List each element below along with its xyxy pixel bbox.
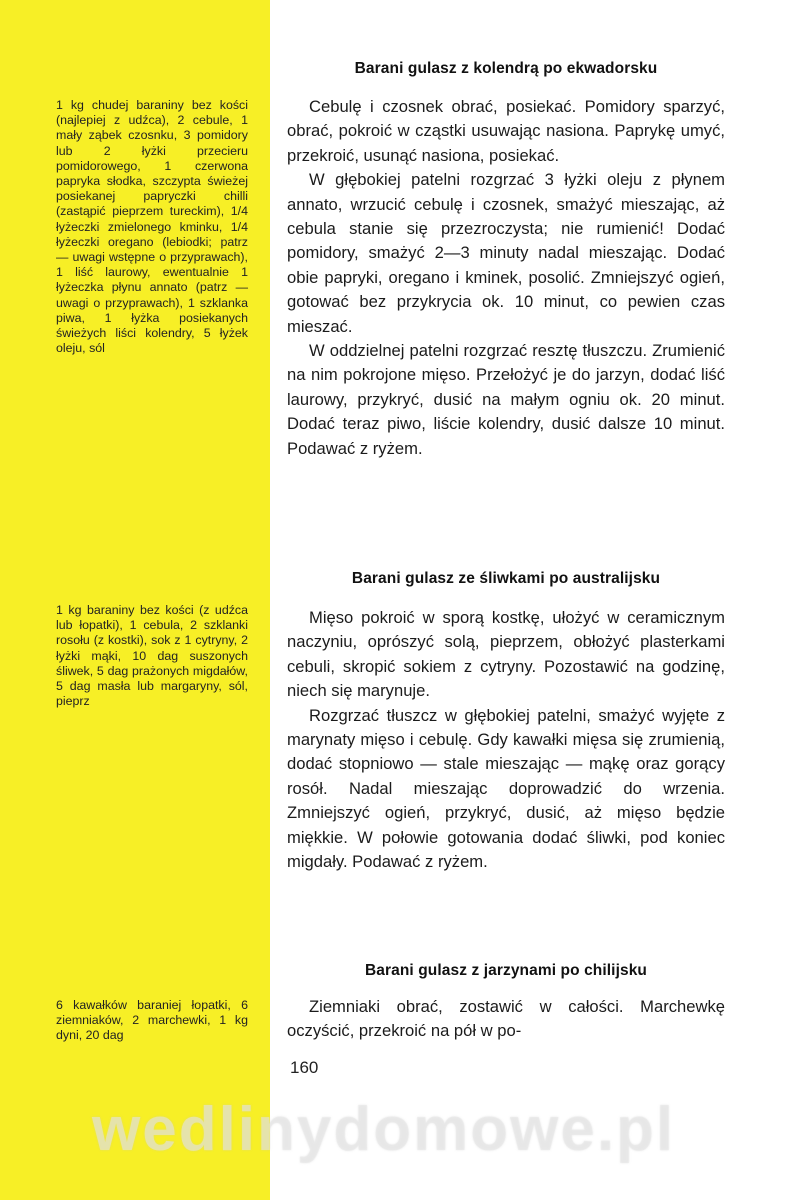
ingredients-chile: 6 kawałków baraniej łopatki, 6 ziemniaków, 2 marchewki, 1 kg dyni, 20 dag [56,998,248,1043]
ingredients-ecuador: 1 kg chudej baraniny bez kości (najlepiej z udźca), 2 cebule, 1 mały ząbek czosnku, 3 pomidory lub 2 łyżki przecieru pomidorowego, 1 czerwona papryka słodka, szczypta świeżej posiekanej papryczki chilli (zastąpić pieprzem tureckim), 1/4 łyżeczki zmielonego kminku, 1/4 łyżeczki oregano (lebiodki; patrz — uwagi wstępne o przyprawach), 1 liść laurowy, ewentualnie 1 łyżeczka płynu annato (patrz — uwagi o przyprawach), 1 szklanka piwa, 1 łyżka posiekanych świeżych liści kolendry, 5 łyżek oleju, sól [56,98,248,356]
paragraph: W głębokiej patelni rozgrzać 3 łyżki oleju z płynem annato, wrzucić cebulę i czosnek, smażyć mieszając, aż cebula stanie się przezroczysta; nie rumienić! Dodać pomidory, smażyć 2—3 minuty nadal mieszając. Dodać obie papryki, oregano i kminek, posolić. Zmniejszyć ogień, gotować bez przykrycia ok. 10 minut, co pewien czas mieszać. [287,170,725,336]
paragraph: W oddzielnej patelni rozgrzać resztę tłuszczu. Zrumienić na nim pokrojone mięso. Przełożyć je do jarzyn, dodać liść laurowy, przykryć, dusić na małym ogniu ok. 20 minut. Dodać teraz piwo, liście kolendry, dusić dalsze 10 minut. Podawać z ryżem. [287,341,725,458]
recipe-body-ecuador [287,95,725,461]
recipe-title-ecuador: Barani gulasz z kolendrą po ekwadorsku [354,60,658,77]
recipe-title-australia: Barani gulasz ze śliwkami po australijsku [351,570,661,587]
paragraph: Ziemniaki obrać, zostawić w całości. Marchewkę oczyścić, przekroić na pół w po- [287,997,725,1041]
paragraph: Cebulę i czosnek obrać, posiekać. Pomidory sparzyć, obrać, pokroić w cząstki usuwając nasiona. Paprykę umyć, przekroić, usunąć nasiona, posiekać. [287,97,725,165]
ingredients-australia: 1 kg baraniny bez kości (z udźca lub łopatki), 1 cebula, 2 szklanki rosołu (z kostki), sok z 1 cytryny, 2 łyżki mąki, 10 dag suszonych śliwek, 5 dag prażonych migdałów, 5 dag masła lub margaryny, sól, pieprz [56,603,248,709]
page-number: 160 [290,1058,319,1077]
recipe-body-chile [287,995,725,1044]
paragraph: Mięso pokroić w sporą kostkę, ułożyć w ceramicznym naczyniu, oprószyć solą, pieprzem, obłożyć plasterkami cebuli, skropić sokiem z cytryny. Pozostawić na godzinę, niech się marynuje. [287,608,725,701]
recipe-body-australia [287,606,725,874]
paragraph: Rozgrzać tłuszcz w głębokiej patelni, smażyć wyjęte z marynaty mięso i cebulę. Gdy kawałki mięsa się zrumienią, dodać stopniowo — stale mieszając — mąkę oraz gorący rosół. Nadal mieszając doprowadzić do wrzenia. Zmniejszyć ogień, przykryć, dusić, aż mięso będzie miękkie. W połowie gotowania dodać śliwki, pod koniec migdały. Podawać z ryżem. [287,705,725,872]
watermark: wedlinydomowe.pl [92,1095,676,1164]
recipe-title-chile: Barani gulasz z jarzynami po chilijsku [364,962,648,979]
